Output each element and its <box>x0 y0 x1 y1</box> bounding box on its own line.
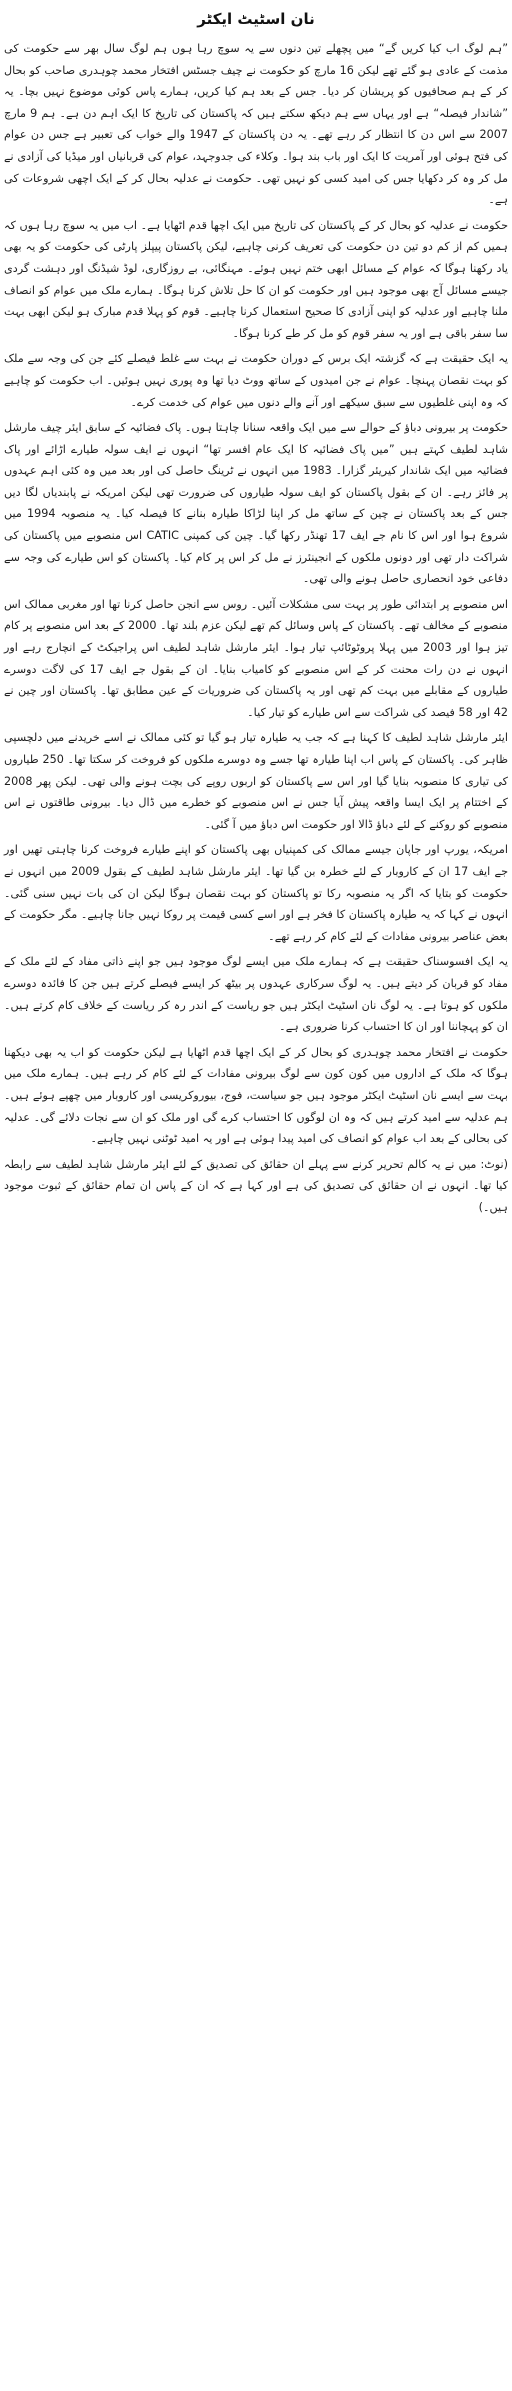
article-paragraph: ایئر مارشل شاہد لطیف کا کہنا ہے کہ جب یہ طیارہ تیار ہو گیا تو کئی ممالک نے اسے خریدنے میں دلچسپی ظاہر کی۔ پاکستان کے پاس اب اپنا طیارہ تھا جسے وہ دوسرے ملکوں کو فروخت کر سکتا تھا۔ 250 طیاروں کی تیاری کا منصوبہ بنایا گیا اور اس سے پاکستان کو اربوں روپے کی بچت ہونے والی تھی۔ لیکن پھر 2008 کے اختتام پر ایک ایسا واقعہ پیش آیا جس نے اس منصوبے کو خطرے میں ڈال دیا۔ بیرونی طاقتوں نے اس منصوبے کو روکنے کے لئے دباؤ ڈالا اور حکومت اس دباؤ میں آ گئی۔ <box>4 731 508 831</box>
article-paragraph: حکومت نے عدلیہ کو بحال کر کے پاکستان کی تاریخ میں ایک اچھا قدم اٹھایا ہے۔ اب میں یہ سوچ رہا ہوں کہ ہمیں کم از کم دو تین دن حکومت کی تعریف کرنی چاہیے، لیکن پاکستان پیپلز پارٹی کی حکومت کو یہ بھی یاد رکھنا ہوگا کہ عوام کے مسائل ابھی ختم نہیں ہوئے۔ مہنگائی، بے روزگاری، لوڈ شیڈنگ اور دہشت گردی جیسے مسائل آج بھی موجود ہیں اور حکومت کو ان کا حل تلاش کرنا ہوگا۔ ہمارے ملک میں عوام کو انصاف ملنا چاہیے اور عدلیہ کو اپنی آزادی کا صحیح استعمال کرنا چاہیے۔ قوم کو پہلا قدم مبارک ہو لیکن ابھی بہت سا سفر باقی ہے اور یہ سفر قوم کو مل کر طے کرنا ہوگا۔ <box>4 218 508 340</box>
article-paragraph: حکومت پر بیرونی دباؤ کے حوالے سے میں ایک واقعہ سنانا چاہتا ہوں۔ پاک فضائیہ کے سابق ایئر چیف مارشل شاہد لطیف کہتے ہیں ”میں پاک فضائیہ کا ایک عام افسر تھا“ انہوں نے ایف سولہ طیارے اڑائے اور پاک فضائیہ میں ایک شاندار کیریئر گزارا۔ 1983 میں انہوں نے ٹرینگ حاصل کی اور بعد میں وہ کئی اہم عہدوں پر فائز رہے۔ ان کے بقول پاکستان کو ایف سولہ طیاروں کی ضرورت تھی لیکن امریکہ نے پابندیاں لگا دیں جس کے بعد پاکستان نے چین کے ساتھ مل کر اپنا لڑاکا طیارہ بنانے کا فیصلہ کیا۔ یہ منصوبہ 1994 میں شروع ہوا اور اس کا نام جے ایف 17 تھنڈر رکھا گیا۔ چین کی کمپنی CATIC اس منصوبے میں پاکستان کی شراکت دار تھی اور دونوں ملکوں کے انجینئرز نے مل کر اس پر کام کیا۔ پاکستان کو اس طیارے کی وجہ سے دفاعی خود انحصاری حاصل ہونے والی تھی۔ <box>4 421 509 586</box>
article-footnote: (نوٹ: میں نے یہ کالم تحریر کرنے سے پہلے ان حقائق کی تصدیق کے لئے ایئر مارشل شاہد لطیف سے رابطہ کیا تھا۔ انہوں نے ان حقائق کی تصدیق کی ہے اور کہا ہے کہ ان کے پاس ان تمام حقائق کے ثبوت موجود ہیں۔) <box>4 1157 508 1214</box>
article-paragraph: ”ہم لوگ اب کیا کریں گے“ میں پچھلے تین دنوں سے یہ سوچ رہا ہوں ہم لوگ سال بھر سے حکومت کی مذمت کے عادی ہو گئے تھے لیکن 16 مارچ کو حکومت نے چیف جسٹس افتخار محمد چوہدری صاحب کو بحال کر کے ہم صحافیوں کو پریشان کر دیا۔ جس کے بعد ہم کیا کریں، ہمارے پاس کوئی موضوع نہیں بچا۔ یہ ”شاندار فیصلہ“ ہے اور یہاں سے ہم دیکھ سکتے ہیں کہ پاکستان کی تاریخ کا ایک اہم دن ہے۔ ہم 9 مارچ 2007 سے اس دن کا انتظار کر رہے تھے۔ یہ دن پاکستان کے 1947 والے خواب کی تعبیر ہے جس دن عوام کی فتح ہوئی اور آمریت کا ایک اور باب بند ہوا۔ وکلاء کی جدوجہد، عوام کی قربانیاں اور میڈیا کی آزادی نے مل کر وہ کر دکھایا جس کی امید کسی کو نہیں تھی۔ حکومت نے عدلیہ بحال کر کے ایک اچھی شروعات کی ہے۔ <box>4 42 508 207</box>
article-title: نان اسٹیٹ ایکٹر <box>197 10 315 28</box>
article-paragraph: حکومت نے افتخار محمد چوہدری کو بحال کر کے ایک اچھا قدم اٹھایا ہے لیکن حکومت کو اب یہ بھی دیکھنا ہوگا کہ ملک کے اداروں میں کون کون سے لوگ بیرونی مفادات کے لئے کام کر رہے ہیں۔ ہمارے ملک میں بہت سے ایسے نان اسٹیٹ ایکٹر موجود ہیں جو سیاست، فوج، بیوروکریسی اور کاروبار میں چھپے ہوئے ہیں۔ ہم عدلیہ سے امید کرتے ہیں کہ وہ ان لوگوں کا احتساب کرے گی اور ملک کو ان سے نجات دلائے گی۔ عدلیہ کی بحالی کے بعد اب عوام کو انصاف کی امید پیدا ہوئی ہے اور یہ امید ٹوٹنی نہیں چاہیے۔ <box>4 1045 508 1146</box>
article-paragraph: امریکہ، یورپ اور جاپان جیسے ممالک کی کمپنیاں بھی پاکستان کو اپنے طیارے فروخت کرنا چاہتی تھیں اور جے ایف 17 ان کے کاروبار کے لئے خطرہ بن گیا تھا۔ ایئر مارشل شاہد لطیف کے بقول 2009 میں انہوں نے حکومت کو بتایا کہ اگر یہ منصوبہ رکا تو پاکستان کو بہت نقصان ہوگا لیکن ان کی بات نہیں سنی گئی۔ انہوں نے کہا کہ یہ طیارہ پاکستان کا فخر ہے اور اسے کسی قیمت پر روکا نہیں جانا چاہیے۔ مگر حکومت کے بعض عناصر بیرونی مفادات کے لئے کام کر رہے تھے۔ <box>4 843 508 943</box>
article-paragraph: اس منصوبے پر ابتدائی طور پر بہت سی مشکلات آئیں۔ روس سے انجن حاصل کرنا تھا اور مغربی ممالک اس منصوبے کے مخالف تھے۔ پاکستان کے پاس وسائل کم تھے لیکن عزم بلند تھا۔ 2000 کے بعد اس منصوبے پر کام تیز ہوا اور 2003 میں پہلا پروٹوٹائپ تیار ہوا۔ ایئر مارشل شاہد لطیف اس پراجیکٹ کے انچارج رہے اور انہوں نے دن رات محنت کر کے اس منصوبے کو کامیاب بنایا۔ ان کے بقول جے ایف 17 کی لاگت دوسرے طیاروں کے مقابلے میں بہت کم تھی اور یہ پاکستان کی ضروریات کے عین مطابق تھا۔ پاکستان اور چین نے 42 اور 58 فیصد کی شراکت سے اس طیارے کو تیار کیا۔ <box>4 597 508 719</box>
article-paragraph: یہ ایک افسوسناک حقیقت ہے کہ ہمارے ملک میں ایسے لوگ موجود ہیں جو اپنے ذاتی مفاد کے لئے ملک کے مفاد کو قربان کر دیتے ہیں۔ یہ لوگ سرکاری عہدوں پر بیٹھ کر ایسے فیصلے کرتے ہیں جن کا فائدہ دوسرے ملکوں کو ہوتا ہے۔ یہ لوگ نان اسٹیٹ ایکٹر ہیں جو ریاست کے اندر رہ کر ریاست کے خلاف کام کرتے ہیں۔ ان کو پہچاننا اور ان کا احتساب کرنا ضروری ہے۔ <box>4 955 508 1034</box>
article-body <box>4 38 508 1218</box>
article-paragraph: یہ ایک حقیقت ہے کہ گزشتہ ایک برس کے دوران حکومت نے بہت سے غلط فیصلے کئے جن کی وجہ سے ملک کو بہت نقصان پہنچا۔ عوام نے جن امیدوں کے ساتھ ووٹ دیا تھا وہ پوری نہیں ہوئیں۔ اب حکومت کو چاہیے کہ وہ اپنی غلطیوں سے سبق سیکھے اور آنے والے دنوں میں عوام کی خدمت کرے۔ <box>4 352 508 409</box>
